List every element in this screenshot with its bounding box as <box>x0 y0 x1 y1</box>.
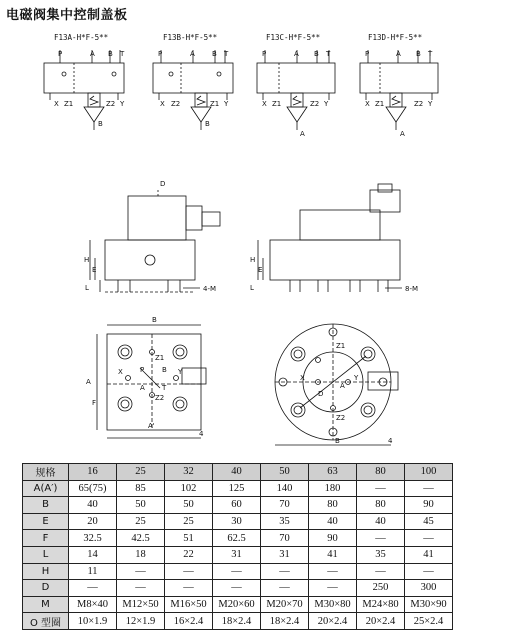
table-cell: 300 <box>405 580 453 597</box>
table-cell: 50 <box>165 497 213 514</box>
row-label: D <box>23 580 69 597</box>
port-label: Y <box>224 100 229 108</box>
table-header-label: 规格 <box>23 464 69 481</box>
port-label: A <box>396 50 401 58</box>
table-cell: — <box>357 530 405 547</box>
table-cell: 31 <box>261 546 309 563</box>
table-cell: 20×2.4 <box>357 613 405 630</box>
table-cell: 18 <box>117 546 165 563</box>
port-label: A <box>140 384 145 392</box>
row-label: O 型圈 <box>23 613 69 630</box>
table-cell: 50 <box>117 497 165 514</box>
dim-label: E <box>92 266 97 274</box>
port-label: A <box>300 130 305 138</box>
table-cell: 62.5 <box>213 530 261 547</box>
size-header: 80 <box>357 464 405 481</box>
table-cell: — <box>165 563 213 580</box>
dim-label: F <box>92 399 97 407</box>
dim-label: H <box>84 256 90 264</box>
port-label: P <box>158 50 163 58</box>
port-label: Z1 <box>64 100 74 108</box>
table-cell: 18×2.4 <box>213 613 261 630</box>
table-row <box>23 513 453 530</box>
size-header: 32 <box>165 464 213 481</box>
size-header: 25 <box>117 464 165 481</box>
row-label: A(A′) <box>23 480 69 497</box>
symbol-code: F13D-H*F-5** <box>368 33 423 42</box>
table-cell: — <box>117 580 165 597</box>
port-label: Z2 <box>414 100 424 108</box>
port-label: P <box>262 50 267 58</box>
table-cell: 22 <box>165 546 213 563</box>
table-cell: 40 <box>357 513 405 530</box>
port-label: T <box>224 50 229 58</box>
symbol-3 <box>360 50 438 130</box>
symbol-0 <box>44 50 124 130</box>
port-label: Z2 <box>106 100 116 108</box>
port-label: B <box>314 50 319 58</box>
table-cell: 41 <box>309 546 357 563</box>
port-label: P <box>58 50 63 58</box>
port-label: Z1 <box>272 100 282 108</box>
table-cell: — <box>261 563 309 580</box>
dim-label: L <box>85 284 89 292</box>
dim-label: B <box>152 316 157 324</box>
dim-label: 8-M <box>405 285 419 293</box>
port-label: Y <box>120 100 125 108</box>
table-cell: M8×40 <box>69 596 117 613</box>
port-label: X <box>365 100 370 108</box>
table-cell: — <box>261 580 309 597</box>
port-label: Z2 <box>155 394 165 402</box>
port-label: X <box>160 100 165 108</box>
table-cell: 25 <box>165 513 213 530</box>
table-cell: — <box>117 563 165 580</box>
table-cell: 12×1.9 <box>117 613 165 630</box>
table-cell: M16×50 <box>165 596 213 613</box>
table-cell: 70 <box>261 530 309 547</box>
size-header: 63 <box>309 464 357 481</box>
table-cell: — <box>357 480 405 497</box>
port-label: Z1 <box>155 354 165 362</box>
table-cell: — <box>69 580 117 597</box>
port-label: B <box>416 50 421 58</box>
table-cell: M20×60 <box>213 596 261 613</box>
port-label: Y <box>324 100 329 108</box>
port-label: T <box>120 50 125 58</box>
dim-label: B <box>335 437 340 445</box>
table-row <box>23 546 453 563</box>
row-label: E <box>23 513 69 530</box>
dim-label: L <box>250 284 254 292</box>
table-cell: 70 <box>261 497 309 514</box>
side-view-right <box>258 184 402 292</box>
table-cell: 90 <box>309 530 357 547</box>
table-cell: 35 <box>261 513 309 530</box>
table-cell: 140 <box>261 480 309 497</box>
size-header: 100 <box>405 464 453 481</box>
table-cell: — <box>309 580 357 597</box>
table-cell: — <box>165 580 213 597</box>
dim-label: A' <box>148 422 155 430</box>
table-cell: — <box>309 563 357 580</box>
port-label: X <box>300 374 305 382</box>
table-cell: M24×80 <box>357 596 405 613</box>
table-cell: — <box>405 530 453 547</box>
port-label: Y <box>178 368 183 376</box>
port-label: Y <box>428 100 433 108</box>
port-label: B <box>212 50 217 58</box>
table-cell: 30 <box>213 513 261 530</box>
page-title: 电磁阀集中控制盖板 <box>6 8 128 23</box>
port-label: Z1 <box>336 342 346 350</box>
table-cell: 40 <box>309 513 357 530</box>
table-cell: 16×2.4 <box>165 613 213 630</box>
dim-label: 4 <box>388 437 393 445</box>
table-header-row <box>23 464 453 481</box>
dim-label: A <box>86 378 91 386</box>
port-label: X <box>118 368 123 376</box>
dim-label: D <box>318 390 324 398</box>
table-cell: 125 <box>213 480 261 497</box>
table-cell: 31 <box>213 546 261 563</box>
size-header: 16 <box>69 464 117 481</box>
side-view-left <box>90 190 220 292</box>
table-cell: 42.5 <box>117 530 165 547</box>
table-cell: — <box>213 563 261 580</box>
port-label: P <box>365 50 370 58</box>
table-cell: 32.5 <box>69 530 117 547</box>
symbol-code: F13C-H*F-5** <box>266 33 321 42</box>
dim-label: H <box>250 256 256 264</box>
dim-label: 4 <box>199 430 204 438</box>
table-cell: 40 <box>69 497 117 514</box>
table-cell: M12×50 <box>117 596 165 613</box>
table-cell: M30×80 <box>309 596 357 613</box>
port-label: B <box>162 366 167 374</box>
table-cell: 45 <box>405 513 453 530</box>
symbol-code: F13A-H*F-5** <box>54 33 109 42</box>
table-cell: — <box>357 563 405 580</box>
table-cell: M20×70 <box>261 596 309 613</box>
table-cell: 102 <box>165 480 213 497</box>
table-cell: — <box>405 480 453 497</box>
table-cell: 14 <box>69 546 117 563</box>
dim-label: 4-M <box>203 285 217 293</box>
table-cell: — <box>405 563 453 580</box>
port-label: X <box>54 100 59 108</box>
table-cell: 25 <box>117 513 165 530</box>
table-cell: 10×1.9 <box>69 613 117 630</box>
port-label: P <box>140 366 145 374</box>
table-cell: 20 <box>69 513 117 530</box>
row-label: F <box>23 530 69 547</box>
symbol-1 <box>153 50 233 130</box>
port-label: Z2 <box>171 100 181 108</box>
table-cell: — <box>213 580 261 597</box>
port-label: A <box>400 130 405 138</box>
row-label: M <box>23 596 69 613</box>
port-label: Z2 <box>310 100 320 108</box>
table-cell: 250 <box>357 580 405 597</box>
dim-label: D <box>160 180 166 188</box>
port-label: Z1 <box>210 100 220 108</box>
port-label: T <box>326 50 331 58</box>
table-row <box>23 563 453 580</box>
row-label: L <box>23 546 69 563</box>
symbol-2 <box>257 50 335 130</box>
spec-table <box>22 463 453 630</box>
table-cell: 35 <box>357 546 405 563</box>
size-header: 50 <box>261 464 309 481</box>
table-cell: 60 <box>213 497 261 514</box>
table-row <box>23 497 453 514</box>
port-label: B <box>98 120 103 128</box>
table-cell: 18×2.4 <box>261 613 309 630</box>
row-label: B <box>23 497 69 514</box>
table-row <box>23 480 453 497</box>
port-label: A <box>294 50 299 58</box>
table-cell: 90 <box>405 497 453 514</box>
table-cell: 25×2.4 <box>405 613 453 630</box>
table-cell: 20×2.4 <box>309 613 357 630</box>
port-label: T <box>428 50 433 58</box>
table-row <box>23 596 453 613</box>
table-cell: 65(75) <box>69 480 117 497</box>
row-label: H <box>23 563 69 580</box>
port-label: A <box>190 50 195 58</box>
table-cell: 80 <box>309 497 357 514</box>
port-label: X <box>262 100 267 108</box>
table-row <box>23 613 453 630</box>
size-header: 40 <box>213 464 261 481</box>
symbol-code: F13B-H*F-5** <box>163 33 218 42</box>
dim-label: E <box>258 266 263 274</box>
port-label: T <box>162 384 167 392</box>
table-cell: 51 <box>165 530 213 547</box>
port-label: Z1 <box>375 100 385 108</box>
table-cell: M30×90 <box>405 596 453 613</box>
port-label: B <box>205 120 210 128</box>
port-label: B <box>108 50 113 58</box>
table-cell: 180 <box>309 480 357 497</box>
table-row <box>23 530 453 547</box>
port-label: Z2 <box>336 414 346 422</box>
dim-label: A <box>340 382 345 390</box>
table-cell: 85 <box>117 480 165 497</box>
table-cell: 80 <box>357 497 405 514</box>
port-label: A <box>90 50 95 58</box>
table-row <box>23 580 453 597</box>
table-cell: 41 <box>405 546 453 563</box>
table-cell: 11 <box>69 563 117 580</box>
port-label: Y <box>354 374 359 382</box>
